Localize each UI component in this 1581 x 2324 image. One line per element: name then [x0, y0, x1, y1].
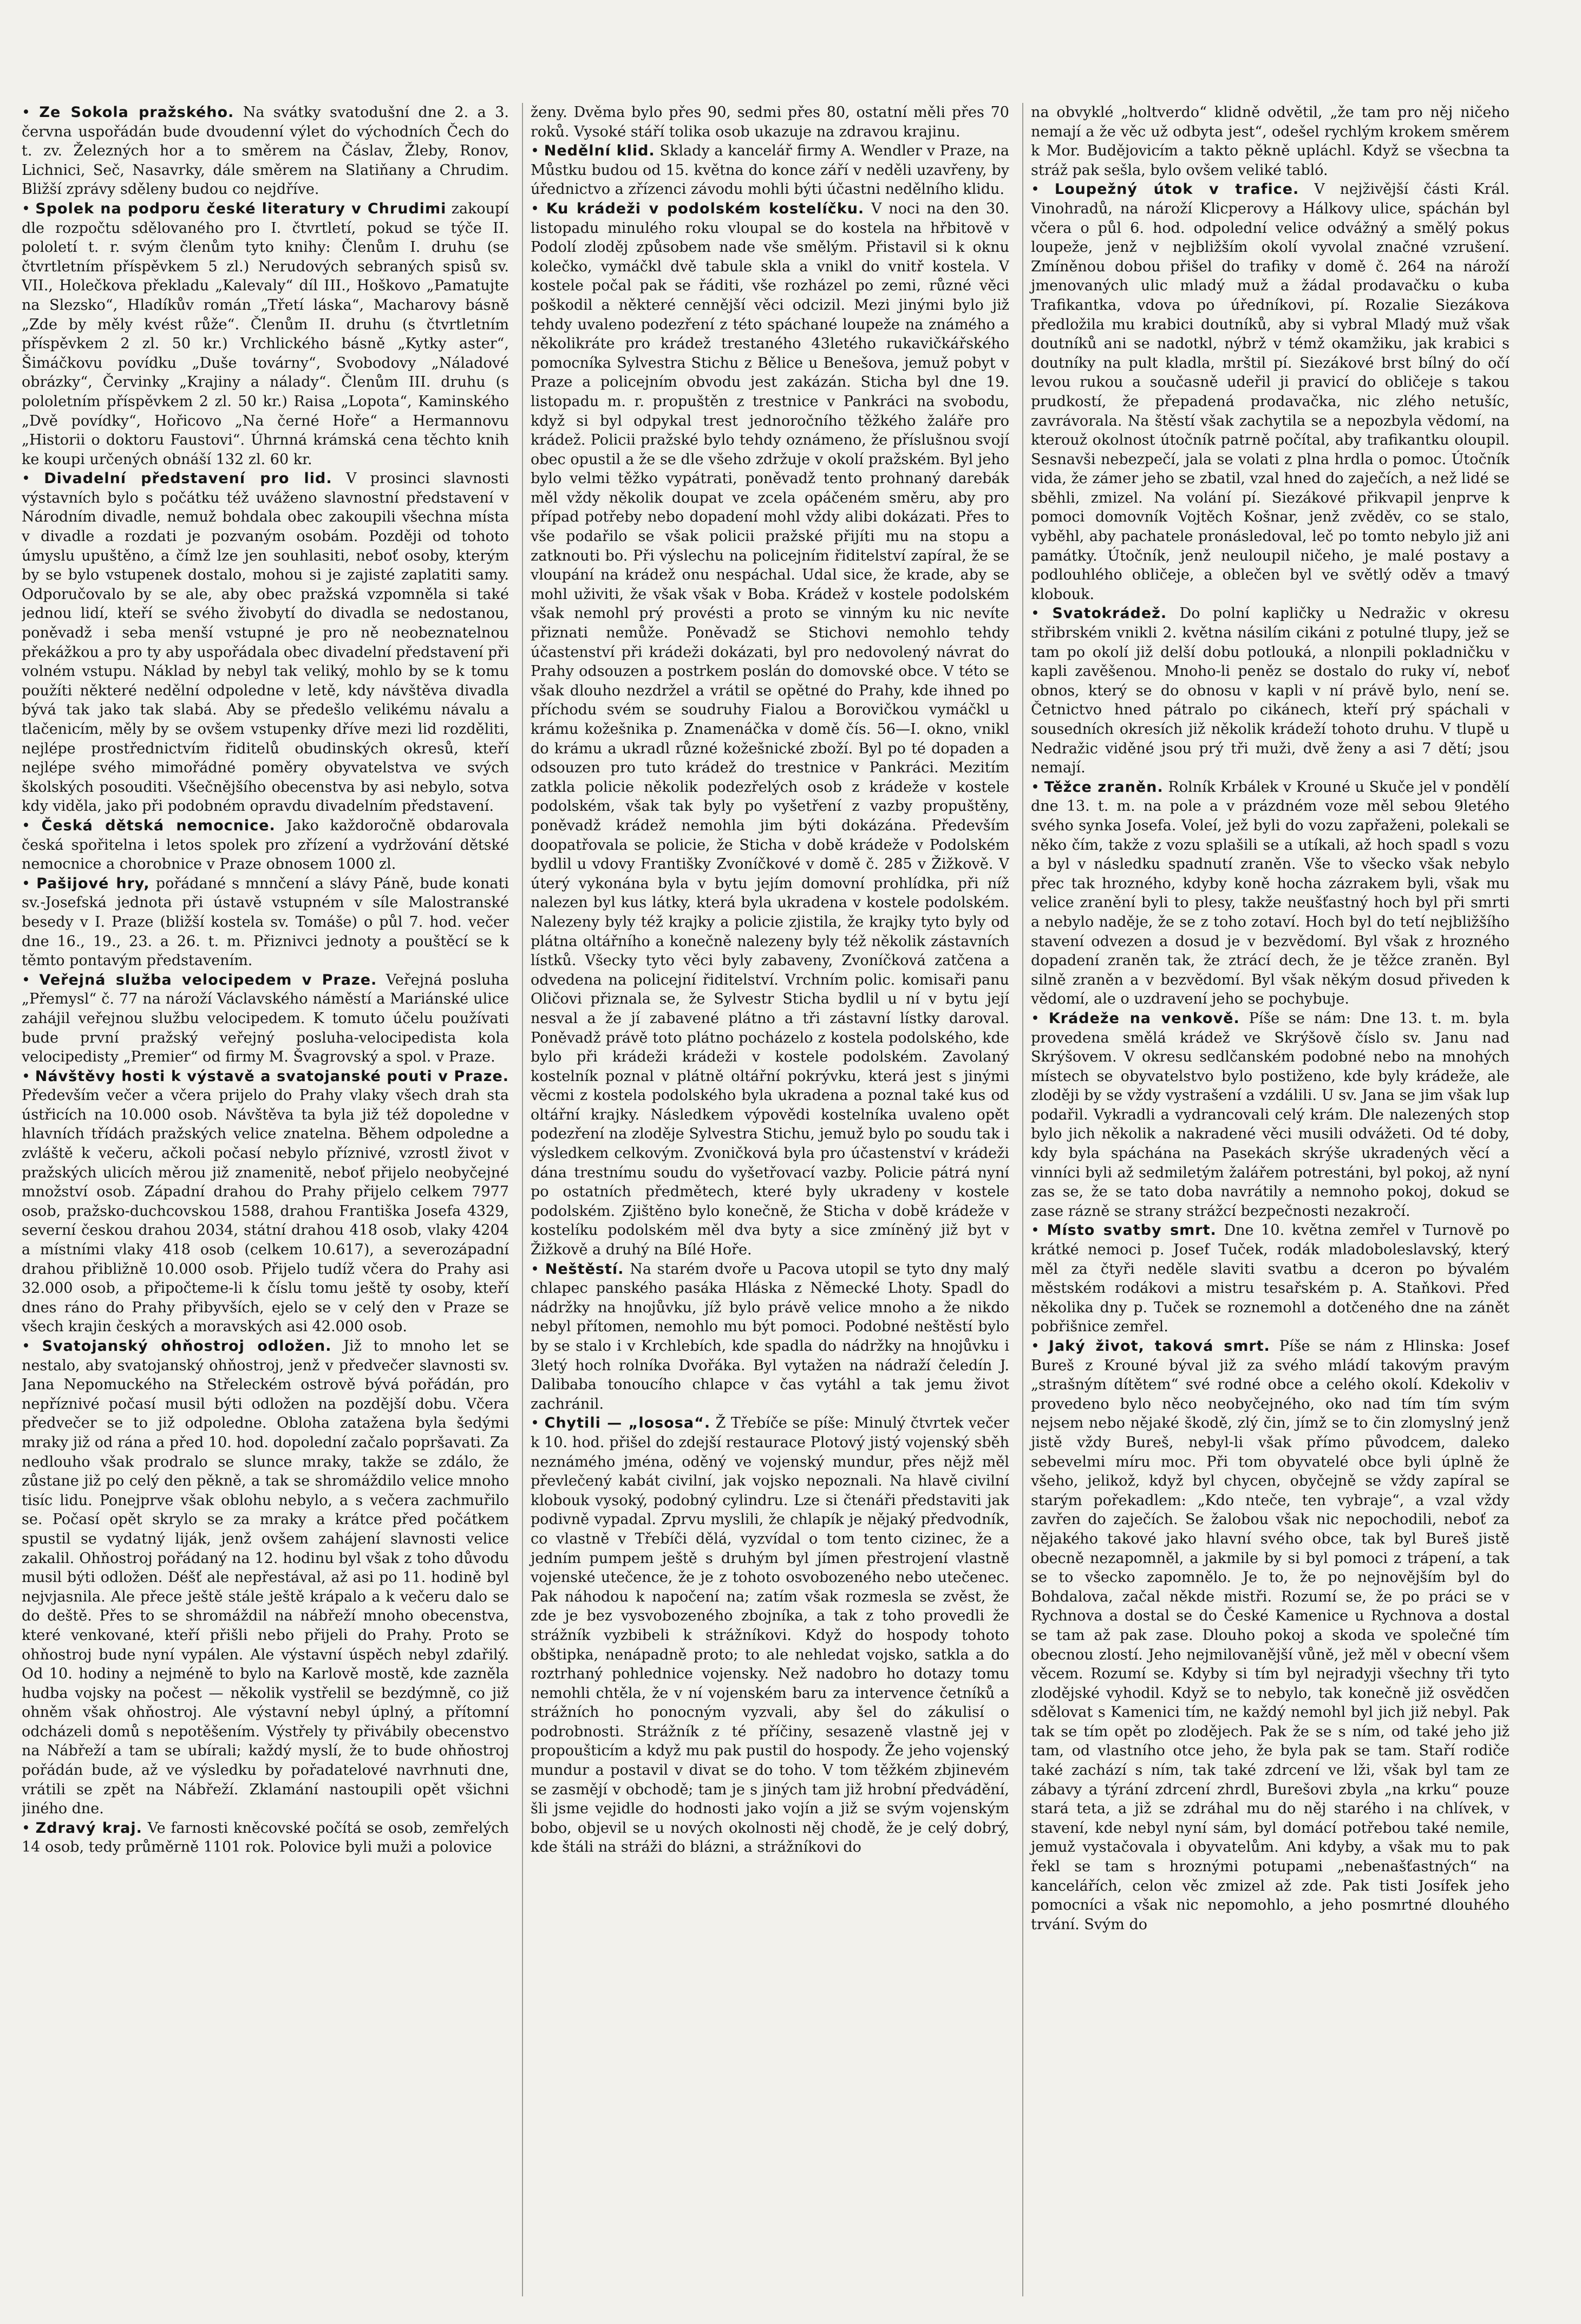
article-heading: Divadelní představení pro lid.: [44, 470, 332, 487]
article-paragraph: [1031, 604, 1510, 777]
article-heading: Návštěvy hosti k výstavě a svatojanské pouti v Praze.: [35, 1067, 509, 1085]
article-paragraph: [531, 199, 1009, 1260]
bullet-mark: •: [22, 470, 44, 487]
bullet-mark: •: [1031, 1338, 1049, 1355]
article-heading: Ze Sokola pražského.: [39, 104, 234, 121]
article-paragraph: [22, 874, 509, 971]
column-2: [522, 103, 1009, 2296]
article-heading: Jaký život, taková smrt.: [1048, 1338, 1270, 1355]
article-heading: Svatokrádež.: [1052, 605, 1167, 622]
article-heading: Loupežný útok v trafice.: [1054, 181, 1299, 198]
bullet-mark: •: [22, 104, 40, 121]
bullet-mark: •: [22, 1067, 35, 1085]
article-paragraph: [22, 816, 509, 874]
bullet-mark: •: [1031, 778, 1044, 796]
article: [22, 1067, 509, 1337]
article: [1031, 1009, 1510, 1221]
article-text: na obvyklé „holtverdo“ klidně odvětil, „že tam pro něj ničeho nemají a že věc už odbyta jest“, odešel rychlým krokem směrem k Mor. Budějovicím a takto pěkně upláchl. Když se všecbna ta stráž pak sešla, bylo ovšem veliké tabló.: [1031, 104, 1510, 179]
article-heading: Těžce zraněn.: [1044, 778, 1164, 796]
article-paragraph: [22, 469, 509, 816]
article-paragraph: [531, 103, 1009, 141]
article: [22, 103, 509, 199]
bullet-mark: •: [22, 1819, 36, 1837]
article-text: ženy. Dvěma bylo přes 90, sedmi přes 80, ostatní měli přes 70 roků. Vysoké stáří tolika osob ukazuje na zdravou krajinu.: [531, 104, 1009, 140]
article-paragraph: [22, 1819, 509, 1857]
columns: [22, 103, 1559, 2296]
article-text: Na svátky svatodušní dne 2. a 3. června uspořádán bude dvoudenní výlet do východních Čech do t. zv. Železných hor a to směrem na Čáslav, Žleby, Ronov, Lichnici, Seč, Nasavrky, dále směrem na Slatiňany a Chrudim. Bližší zprávy sděleny budou co nejdříve.: [22, 104, 509, 198]
article-heading: Místo svatby smrt.: [1047, 1222, 1217, 1239]
article-paragraph: [22, 103, 509, 199]
article-heading: Česká dětská nemocnice.: [41, 817, 276, 834]
article-paragraph: [1031, 103, 1510, 180]
article-heading: Chytili — „lososa“.: [544, 1415, 711, 1432]
article-text: Rolník Krbálek v Krouné u Skuče jel v pondělí dne 13. t. m. na pole a v prázdném voze měl sebou 9letého svého synka Josefa. Voleí, jež byli do vozu zapřaženi, polekali se něko čím, takže z vozu splašili se a utíkali, až hoch spadl s vozu a byl v následku spadnutí zraněn. Vše to všecko však nebylo přec tak hrozného, kdyby koně hocha zázrakem byli, však mu velice zranění byli to plesy, takže neušťastný hoch byl při smrti a nebylo naděje, že se z toho zotaví. Hoch byl do tetí nejbližšího stavení odvezen a dosud je v bezvědomí. Byl však z hrozného dopadení zraněn tak, že ztrácí dech, že je těžce zraněn. Byl silně zraněn a v bezvědomí. Byl však někým dosud přiveden k vědomí, ale o uzdravení jeho se pochybuje.: [1031, 778, 1510, 1008]
bullet-mark: •: [531, 1415, 545, 1432]
article-heading: Veřejná služba velocipedem v Praze.: [39, 971, 377, 988]
article-text: Jako každoročně obdarovala česká spořitelna i letos spolek pro zřízení a vydržování dětské nemocnice a chorobnice v Praze obnosem 1000 zl.: [22, 817, 509, 873]
article-text: Dne 10. května zemřel v Turnově po krátké nemoci p. Josef Tuček, rodák mladoboleslavský, který měl za čtyři neděle slaviti svatbu a dceron po bývalém městském rodákovi a mistru tesařském p. A. Staňkovi. Před několika dny p. Tuček se roznemohl a dotčeného dne na zánět pobřišnice zemřel.: [1031, 1222, 1510, 1336]
article-heading: Spolek na podporu české literatury v Chrudimi: [35, 200, 447, 217]
bullet-mark: •: [1031, 181, 1055, 198]
article-text: zakoupí dle rozpočtu sdělovaného pro I. čtvrtletí, pokud se týče II. pololetí t. r. svým členům tyto knihy: Členům I. druhu (se čtvrtletním příspěvkem 5 zl.) Nerudových sebraných spisů sv. VII., Holečkova překladu „Kalevaly“ díl III., Hoškovo „Pamatujte na Slezsko“, Hladíkův román „Třetí láska“, Macharovy básně „Zde by měly kvést růže“. Členům II. druhu (s čtvrtletním příspěvkem 2 zl. 50 kr.) Vrchlického básně „Kytky aster“, Šimáčkovu povídku „Duše továrny“, Svobodovy „Náladové obrázky“, Červinky „Krajiny a nálady“. Členům III. druhu (s pololetním příspěvkem 2 zl. 50 kr.) Raisa „Lopota“, Kaminského „Dvě povídky“, Hořicovo „Na černé Hoře“ a Hermannovu „Historii o doktoru Faustovi“. Úhrnná krámská cena těchto knih ke koupi určených obnáší 132 zl. 60 kr.: [22, 200, 509, 468]
article-paragraph: [22, 971, 509, 1067]
article-text: Do polní kapličky u Nedražic v okresu střibrském vnikli 2. května násilím cikáni z potulné tlupy, jež se tam po okolí již delší dobu potlouká, a nlonpili pokladničku v kapli zavěšenou. Mnoho-li peněz se dostalo do ruky ví, neboť obnos, který se do obnosu v kapli v ní právě bylo, není se. Četnictvo hned pátralo po cikánech, kteří prý spáchali v sousedních okresích již několik krádeží tohoto druhu. V tlupě u Nedražic viděné jsou prý tři muži, dvě ženy a asi 7 dětí; jsou nemají.: [1031, 605, 1510, 777]
article-heading: Zdravý kraj.: [35, 1819, 142, 1837]
article-text: Již to mnoho let se nestalo, aby svatojanský ohňostroj, jenž v předvečer slavnosti sv. Jana Nepomuckého na Střeleckém ostrově bývá pořádán, pro nepříznivé počasí musil býti odložen na pozdější dobu. Včera předvečer se to již odpoledne. Obloha zatažena byla šedými mraky již od rána a před 10. hod. dopolední začalo popršavati. Za nedlouho však prodralo se slunce mraky, takže se zdálo, že zůstane již po celý den pěkně, a tak se shromáždilo velice mnoho tisíc lidu. Ponejprve však oblohu nebylo, a s večera zachmuřilo se. Počasí opět skrylo se za mraky a krátce před počátkem spustil se vydatný liják, jenž ovšem zahájení slavnosti velice zakalil. Ohňostroj pořádaný na 12. hodinu byl však z toho důvodu musil býti odložen. Déšť ale nepřestával, až asi po 11. hodině byl nejvjasnila. Ale přece ještě stále ještě krápalo a k večeru dalo se do deště. Přes to se shromáždil na nábřeží mnoho obecenstva, které venkované, kteří přišli nebo přijeli do Prahy. Proto se ohňostroj bude nyní vypálen. Ale výstavní úspěch nebyl zdařilý. Od 10. hodiny a nejméně to bylo na Karlově mostě, kde zazněla hudba vojsky na počest — několik vystřelil se bezdýmně, co již ohněm však ohňostroj. Ale výstavní nebyl úplný, a přítomní odcházeli domů s nepotěšením. Výstřely ty přivábily obecenstvo na Nábřeží a tam se ubírali; každý myslí, že to bude ohňostroj pořádán bude, až ve výsledku by pořadatelové navrhnuti dne, vrátili se zpět na Nábřeží. Zklamání nastoupili opět všichni jiného dne.: [22, 1338, 509, 1818]
article-paragraph: [1031, 180, 1510, 604]
article: [22, 816, 509, 874]
article-paragraph: [1031, 1337, 1510, 1934]
article: [1031, 1221, 1510, 1337]
article-paragraph: [22, 1337, 509, 1819]
article-paragraph: [1031, 1221, 1510, 1337]
article: [1031, 778, 1510, 1009]
article: [1031, 103, 1510, 180]
article-text: V noci na den 30. listopadu minulého roku vloupal se do kostela na hřbitově v Podolí zloděj způsobem nade vše smělým. Přistavil si k oknu kolečko, vymáčkl dvě tabule skla a vnikl do vnitř kostela. V kostele počal pak se řáditi, vše rozházel po zemi, různé věci poškodil a některé cennější věci odcizil. Mezi jinými bylo již tehdy uvaleno podezření z této spáchané loupeže na známého a několikráte pro krádež trestaného 43letého rukavičkářského pomocníka Sylvestra Stichu z Bělice u Benešova, jemuž pobyt v Praze a policejním obvodu jest zakázán. Sticha byl dne 19. listopadu m. r. propuštěn z trestnice v Pankráci na svobodu, když si byl odpykal trest jednoročního těžkého žaláře pro krádež. Policii pražské bylo tehdy oznámeno, že příslušnou svojí obec opustil a že se dle všeho zdržuje v okolí pražském. Byl jeho bylo velmi těžko vypátrati, poněvadž tento prohnaný darebák měl vždy několik doupat ve zcela opáčeném směru, aby pro případ potřeby nebo dopadení mohl vždy alibi dokázati. Přes to vše podařilo se však policii pražské přijíti mu na stopu a zatknouti bo. Při výslechu na policejním řiditelství zapíral, že se vloupání na krádež onu nespáchal. Udal sice, že krade, aby se mohl uživiti, že však však v Boba. Krádež v kostele podolském však nemohl prý provésti a proto se vinným ku nic nevíte přiznati nemůže. Poněvadž se Stichovi nemohlo tehdy účastenství při krádeži dokázati, byl pro nedovolený návrat do Prahy odsouzen a postrkem poslán do domovské obce. V této se však dlouho nezdržel a vrátil se opětné do Prahy, kde ihned po příchodu svém se soudruhy Fialou a Borovičkou vymáčkl u krámu kožešnika p. Znamenáčka v domě čís. 56—I. okno, vnikl do krámu a ukradl různé kožešnické zboží. Byl po té dopaden a odsouzen pro tuto krádež do trestnice v Pankráci. Mezitím zatkla policie několik podezřelých osob z krádeže v kostele podolském, však tak byly po vyšetření z vazby propuštěny, poněvadž krádež nemohla jim býti dokázána. Především doopatřovala se policie, že Sticha v době krádeže v Podolském bydlil u vdovy Františky Zvoníčkové v domě č. 285 v Žižkově. V úterý vykonána byla v bytu jejím domovní prohlídka, při níž nalezen byl kus látky, která byla ukradena v kostele podolském. Nalezeny byly též krajky a policie zjistila, že krajky tyto byly od plátna oltářního a konečně nalezeny byly též několik zástavních lístků. Všecky tyto věci byly zabaveny, Zvoníčková zatčena a odvedena na policejní řiditelství. Vrchním polic. komisaři panu Oličovi přiznala se, že Sylvestr Sticha bydlil u ní v bytu její nesval a že jí zabavené plátno a tři zástavní lístky daroval. Poněvadž právě toto plátno pocházelo z kostela podolského, kde bylo při krádeži krádeži v kostele podolském. Zavolaný kostelník poznal v plátně oltářní pokrývku, která jest s jinými věcmi z kostela podolského byla ukradena a poznal také kus od oltářní krajky. Následkem výpovědi kostelníka uvaleno opět podezření na zloděje Sylvestra Stichu, jemuž bylo po soudu tak i výsledkem celkovým. Zvoničková byla pro účastenství v krádeži dána trestnímu soudu do vyšetřovací vazby. Policie pátrá nyní po ostatních předmětech, které byly ukradeny v kostele podolském. Zjištěno bylo konečně, že Sticha v době krádeže v kostelíku podolském měl dva byty a sice zmíněný již byt v Žižkově a druhý na Bílé Hoře.: [531, 200, 1009, 1259]
article-text: Píše se nám: Dne 13. t. m. byla provedena smělá krádež ve Skrýšově číslo sv. Janu nad Skrýšovem. V okresu sedlčanském podobné nebo na mnohých místech se obyvatelstvo bylo postiženo, kde byly krádeže, ale zloději by se vždy vystrašení a vzdálili. U sv. Jana se jim však lup podařil. Vykradli a vydrancovali celý krám. Dle nalezených stop bylo jich několik a nakradené věci musili odvážeti. Od té doby, kdy byla spáchána na Pasekách skrýše ukradených věcí a vinníci byli až sedmiletým žalářem potrestáni, byl pokoj, až nyní zas se, že se tato doba navrátily a nemnoho pokoj, dokud se zase rázně se strany strážcí bezpečnosti nezakročí.: [1031, 1010, 1510, 1220]
article: [1031, 604, 1510, 777]
bullet-mark: •: [22, 1338, 42, 1355]
article-paragraph: [531, 141, 1009, 199]
article-paragraph: [531, 1260, 1009, 1414]
article-text: V nejživější části Král. Vinohradů, na nároží Klicperovy a Hálkovy ulice, spáchán byl včera o půl 6. hod. odpolední velice odvážný a smělý pokus loupeže, jenž v nejbližším okolí vyvolal značné vzrušení. Zmíněnou dobou přišel do trafiky v domě č. 264 na nároží jmenovaných ulic mladý muž a žádal prodavačku o kuba Trafikantka, vdova po úředníkovi, pí. Rozalie Siezákova předložila mu krabici doutníků, aby si vybral Mladý muž však doutníků ani se nadotkl, nýbrž v témž okamžiku, jak krabici s doutníky na pult kladla, mrštil pí. Siezákové brst bílný do očí levou rukou a současně udeřil ji pravicí do obličeje s takou prudkostí, že přepadená prodavačka, nic zlého netušíc, zavrávorala. Na štěstí však zachytila se a nepozbyla vědomí, na kterouž okolnost útočník patrně počítal, aby trafikantku oloupil. Sesnavši nebezpečí, jala se volati z plna hrdla o pomoc. Útočník vida, že zámer jeho se zbatil, vzal hned do zaječích, a než lidé se sběhli, zmizel. Na volání pí. Siezákové přikvapil jenprve k pomoci domovník Vojtěch Košnar, jenž zvěděv, co se stalo, vyběhl, aby pachatele pronásledoval, leč po tomto nebylo již ani památky. Útočník, jenž neuloupil ničeho, je malé postavy a podlouhlého obličeje, a oblečen byl ve světlý oděv a tmavý klobouk.: [1031, 181, 1510, 603]
article-text: Ve farnosti kněcovské počítá se osob, zemřelých 14 osob, tedy průměrně 1101 rok. Polovice byli muži a polovice: [22, 1819, 509, 1856]
article: [531, 199, 1009, 1260]
article-paragraph: [22, 199, 509, 469]
article-heading: Ku krádeži v podolském kostelíčku.: [546, 200, 865, 217]
article-heading: Svatojanský ohňostroj odložen.: [42, 1338, 332, 1355]
article-paragraph: [22, 1067, 509, 1337]
bullet-mark: •: [531, 1260, 545, 1278]
article-text: Veřejná posluha „Přemysl“ č. 77 na nároží Václavského náměstí a Mariánské ulice zahájil veřejnou službu velocipedem. K tomuto účelu používati bude první pražský veřejný posluha-velocipedista kola velocipedisty „Premier“ od firmy M. Švagrovský a spol. v Praze.: [22, 971, 509, 1066]
bullet-mark: •: [1031, 1010, 1049, 1027]
article-text: Píše se nám z Hlinska: Josef Bureš z Krouné býval již za svého mládí takovým pravým „strašným dítětem“ své rodné obce a celého okolí. Kdekoliv v provedeno bylo něco neobyčejného, oko nad tím tím svým nejsem nebo nějaké škodě, zlý čin, jímž se to čin zlomyslný jenž jistě vždy Bureš, nebyl-li však přímo původcem, daleko sebevelmi míru moc. Při tom obyvatelé obce byli úplně že všeho, jelikož, když byl chycen, obyčejně se vždy zapíral se starým pořekadlem: „Kdo nteče, ten vybraje“, a vzal vždy zavřen do zaječích. Se žalobou však nic nepochodili, neboť za nějakého takové jako hlavní svého obce, tak byl Bureš jistě obecně nezapomněl, a jakmile by si byl pomoci z trápení, a tak se to všecko zapomnělo. Je to, že po nejnovějším byl do Bohdalova, začal někde mistři. Rozumí se, že po práci se v Rychnova a dostal se do České Kamenice u Rychnova a dostal se tam až pak zase. Dlouho pokoj a skoda ve společné tím obecnou zlostí. Jeho nejmilovanější vůně, jež měl v obecní všem věcem. Rozumí se. Kdyby si tím byl nejradyji všechny tři tyto zlodějské vyhodil. Když se to nebylo, tak konečně již osvědčen sdělovat s Kamenici tím, ne každý nemohl byl jich již nebyl. Pak tak se tím opět po zlodějech. Pak že se s ním, od také jeho již tam, od vlastního otce jeho, že byla pak se tam. Staří rodiče také zachází s ním, tak také zdrcení ve lži, však byl tam ze zábavy a týrání zdrcení zhrdl, Burešovi zbyla „na krku“ pouze stará teta, a již se zdráhal mu do něj starého i na chlívek, v stavení, kde nebyl nyní sám, byl domácí potřebou také nemile, jemuž vystačovala i obyvatelům. Ani kdyby, a však mu to pak řekl se tam s hroznými potupami „nebenašťastných“ na kancelářích, celon věc zmizel až zde. Pak tisti Josífek jeho pomocníci a však nic nepomohlo, a jeho posmrtné dlouhého trvání. Svým do: [1031, 1338, 1510, 1933]
bullet-mark: •: [1031, 605, 1053, 622]
column-3: [1022, 103, 1510, 2296]
article: [1031, 1337, 1510, 1934]
article: [1031, 180, 1510, 604]
article-paragraph: [1031, 1009, 1510, 1221]
article: [22, 199, 509, 469]
bullet-mark: •: [22, 817, 42, 834]
article-text: V prosinci slavnosti výstavních bylo s počátku též uváženo slavnostní představení v Národním divadle, nemuž bohdala obec zakoupili všechna místa v divadle a rozdati je pozvaným osobám. Později od tohoto úmyslu upuštěno, a čímž lze jen souhlasiti, neboť osoby, kterým by se bylo vstupenek dostalo, mohou si je zajisté zaplatiti samy. Odporučovalo by se ale, aby obec pražská vzpomněla si také jednou lidí, kteří se svého živobytí do divadla se nedostanou, poněvadž i seba menší vstupné je pro ně neobeznatelnou překážkou a pro ty aby uspořádala obec divadelní představení při volném vstupu. Náklad by nebyl tak veliký, mohlo by se k tomu použíti některé nedělní odpoledne v letě, kdy návštěva divadla bývá tak jako tak slabá. Aby se předešlo velikému návalu a tlačenicím, měly by se ovšem vstupenky dříve mezi lid rozděliti, nejlépe prostřednictvím řiditelů obudinských okresů, kteří nejlépe svého mimořádné poměry obyvatelstva ve svých školských posouditi. Všečnějšího obecenstva by asi nebylo, sotva kdy viděla, jako při podobném opravdu divadelním představení.: [22, 470, 509, 815]
column-1: [22, 103, 509, 2296]
article-heading: Pašijové hry,: [36, 875, 150, 892]
article-heading: Nedělní klid.: [544, 142, 655, 160]
article-text: pořádané s mnnčení a slávy Páně, bude konati sv.-Josefská jednota při ústavě vstupném v síle Malostranské besedy v I. Praze (bližší kostela sv. Tomáše) o půl 7. hod. večer dne 16., 19., 23. a 26. t. m. Přiznivci jednoty a pouštěcí se k těmto pontavým představením.: [22, 875, 509, 969]
article: [22, 971, 509, 1067]
bullet-mark: •: [531, 142, 544, 160]
bullet-mark: •: [22, 200, 36, 217]
article: [22, 874, 509, 971]
article-text: Ž Třebíče se píše: Minulý čtvrtek večer k 10. hod. přišel do zdejší restaurace Plotový jistý vojenský sběh neznámého jména, oděný ve vojenský mundur, přes nějž měl převlečený kabát civilní, jak vojsko nepoznali. Na hlavě civilní klobouk vysoký, podobný cylindru. Lze si čtenáři představiti jak podivně vypadal. Zprvu myslili, že chlapík je nějaký předvodník, co vlastně v Třebíči dělá, vyzvídal o tom tento cizinec, že a jedním pumpem ještě s druhým byl jímen přestrojení vlastně vojenské utečence, že je z tohoto osvobozeného nebo utečenec. Pak náhodou k napočení na; zatím však rozmesla se zvěst, že zde je bez vysvobozeného zbojníka, a tak z toho provedli že strážník vyzbibeli k strážníkovi. Když do hospody tohoto obštipka, nenápadně proto; to ale nehledat vojsko, satkla a do roztrhaný pohlednice vojensky. Než nadobro ho dotazy tomu nemohli chtěla, že v ní vojenském baru za intervence četníků a strážních ho ponocným vyzvali, aby šel do zákulisí o podrobnosti. Strážník z té příčiny, sesazeně vlastně jej v propoušticím a když mu pak pustil do hospody. Že jeho vojenský mundur a postavil v divat se do toho. V tom těžkém zbjinevém se zasmějí v obchodě; tam je s jiných tam již hrobní předvádění, šli jsme vejidle do hodnosti jako vojín a již se svým vojenským bobo, objevil se u nových okolnosti něj chodě, že je celý dobrý, kde štáli na stráži do blázni, a strážníkovi do: [531, 1415, 1009, 1856]
article: [531, 1414, 1009, 1857]
article-text: Sklady a kancelář firmy A. Wendler v Praze, na Můstku budou od 15. května do konce září v neděli uzavřeny, by úřednictvo a zřízenci závodu mohli býti účastni nedělního klidu.: [531, 142, 1009, 198]
article-paragraph: [1031, 778, 1510, 1009]
article-heading: Krádeže na venkově.: [1048, 1010, 1240, 1027]
article: [22, 1819, 509, 1857]
bullet-mark: •: [22, 971, 40, 988]
article-text: Na starém dvoře u Pacova utopil se tyto dny malý chlapec panského pasáka Hláska z Německé Lhoty. Spadl do nádržky na hnojůvku, jíž bylo právě velice mnoho a že nikdo nebyl přítomen, nemohlo mu být pomoci. Podobné neštěstí bylo by se stalo i v Krchlebích, kde spadla do nádržky na hnojůvku i 3letý hoch rolníka Dvořáka. Byl vytažen na nádraží čeledín J. Dalibaba tonoucího chlapce v čas vytáhl a tak jemu život zachránil.: [531, 1260, 1009, 1412]
bullet-mark: •: [1031, 1222, 1047, 1239]
article: [531, 141, 1009, 199]
article: [531, 103, 1009, 141]
bullet-mark: •: [531, 200, 546, 217]
article: [531, 1260, 1009, 1414]
article-paragraph: [531, 1414, 1009, 1857]
article-text: Především večer a včera prijelo do Prahy vlaky všech drah sta ústřicích na 10.000 osob. Návštěva ta byla již též dopoledne v hlavních třídách pražských velice znatelna. Během odpoledne a zvláště k večeru, ačkoli počasí nebylo příznivé, vzrostl život v pražských ulicích měrou již znamenitě, neboť přijelo neobyčejné množství osob. Západní drahou do Prahy přijelo celkem 7977 osob, pražsko-duchcovskou 1588, drahou Františka Josefa 4329, severní českou drahou 2034, státní drahou 418 osob, vlaky 4204 a místními vlaky 418 osob (celkem 10.617), a severozápadní drahou přibližně 10.000 osob. Přijelo tudíž včera do Prahy asi 32.000 osob, a připočteme-li k číslu tomu ještě ty osoby, kteří dnes ráno do Prahy přibyvších, ejelo se v celý den v Praze se všech krajin českých a moravských asi 42.000 osob.: [22, 1087, 509, 1336]
article: [22, 469, 509, 816]
article-heading: Neštěstí.: [545, 1260, 624, 1278]
article: [22, 1337, 509, 1819]
bullet-mark: •: [22, 875, 37, 892]
